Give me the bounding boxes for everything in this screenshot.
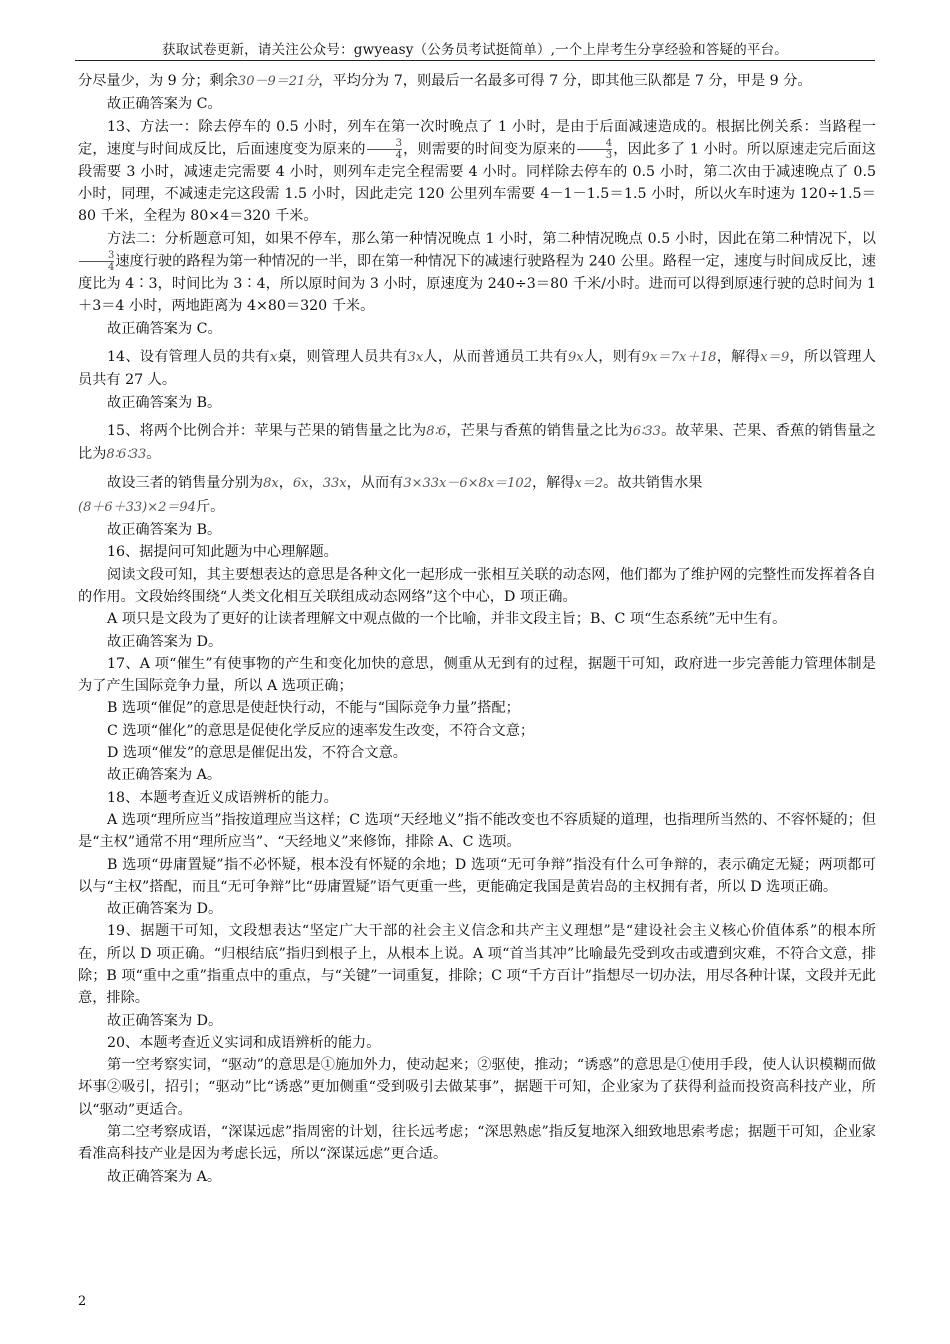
answer-line: 故正确答案为 A。 <box>107 1168 222 1185</box>
question-14: 14、设有管理人员的共有x桌，则管理人员共有3x人，从而普通员工共有9x人，则有9x＝7x＋18，解得x＝9，所以管理人员共有 27 人。 <box>78 348 876 389</box>
question-19: 19、据题干可知，文段想表达“坚定广大干部的社会主义信念和共产主义理想”是“建设社会主义核心价值体系”的根本所在，所以 D 项正确。“归根结底”指归到根子上，从根本上说。A 项“首当其冲”比喻最先受到攻击或遭到灾难，不符合文意，排除；B 项“重中之重”指重点中的重点，与“关键”一词重复，排除；C 项“千方百计”指想尽一切办法，用尽各种计谋，文段并无此意，排除。 <box>78 923 876 1007</box>
answer-line: 故正确答案为 D。 <box>107 1012 223 1029</box>
paragraph: 故设三者的销售量分别为8x，6x，33x，从而有3×33x－6×8x＝102，解得x＝2。故共销售水果 (8＋6＋33)×2＝94斤。 <box>78 475 703 515</box>
paragraph: D 选项“催发”的意思是催促出发，不符合文意。 <box>107 745 407 762</box>
question-13: 13、方法一：除去停车的 0.5 小时，列车在第一次时晚点了 1 小时，是由于后面减速造成的。根据比例关系：当路程一定，速度与时间成反比，后面速度变为原来的 $\frac{3}{4}$ ，则需要的时间变为原来的 $\frac{4}{3}$ ，因此多了 1 小时。所以原速走完后面这段需要 3 小时，减速走完需要 4 小时，则列车走完全程需要 4 小时。同样除去停车的 0.5 小时，第二次由于减速晚点了 0.5 小时，同理，不减速走完这段需 1.5 小时，因此走完 120 公里列车需要 4－1－1.5＝1.5 小时，所以火车时速为 120÷1.5＝80 千米，全程为 80×4＝320 千米。 <box>78 118 876 225</box>
paragraph: A 选项“理所应当”指按道理应当这样；C 选项“天经地义”指不能改变也不容质疑的道理，也指理所当然的、不容怀疑的；但是“主权”通常不用“理所应当”、“天经地义”来修饰，排除 A、C 选项。 <box>78 811 876 851</box>
page-header: 获取试卷更新，请关注公众号：gwyeasy（公务员考试挺简单）,一个上岸考生分享经验和答疑的平台。 <box>161 42 788 58</box>
question-15: 15、将两个比例合并：苹果与芒果的销售量之比为8∶6，芒果与香蕉的销售量之比为6∶33。故苹果、芒果、香蕉的销售量之比为8∶6∶33。 <box>78 422 876 463</box>
paragraph: 第一空考察实词，“驱动”的意思是①施加外力，使动起来；②驱使，推动；“诱惑”的意思是①使用手段，使人认识模糊而做坏事②吸引，招引；“驱动”比“诱惑”更加侧重“受到吸引去做某事”，据题干可知，企业家为了获得利益而投资高科技产业，所以“驱动”更适合。 <box>78 1057 876 1118</box>
math-expression: 30－9＝21分 <box>237 74 319 89</box>
paragraph: C 选项“催化”的意思是促使化学反应的速率发生改变，不符合文意； <box>107 722 535 739</box>
fraction: $\frac{3}{4}$ <box>367 138 402 161</box>
answer-line: 故正确答案为 D。 <box>107 901 223 918</box>
paragraph: 阅读文段可知，其主要想表达的意思是各种文化一起形成一张相互关联的动态网，他们都为了维护网的完整性而发挥着各自的作用。文段始终围绕“人类文化相互关联组成动态网络”这个中心，D 项正确。 <box>78 566 876 605</box>
question-17: 17、A 项“催生”有使事物的产生和变化加快的意思，侧重从无到有的过程，据题干可知，政府进一步完善能力管理体制是为了产生国际竞争力量，所以 A 选项正确； <box>78 655 876 695</box>
question-20: 20、本题考查近义实词和成语辨析的能力。 <box>107 1034 381 1051</box>
fraction: $\frac{3}{4}$ <box>79 250 114 273</box>
paragraph: 分尽量少，为 9 分；剩余30－9＝21分，平均分为 7，则最后一名最多可得 7 分，即其他三队都是 7 分，甲是 9 分。 <box>78 73 812 89</box>
answer-line: 故正确答案为 C。 <box>107 96 222 113</box>
document-body <box>78 70 876 1188</box>
paragraph: B 选项“催促”的意思是使赶快行动，不能与“国际竞争力量”搭配； <box>107 700 520 717</box>
fraction: $\frac{4}{3}$ <box>577 138 612 161</box>
answer-line: 故正确答案为 B。 <box>107 394 222 411</box>
paragraph: B 选项“毋庸置疑”指不必怀疑，根本没有怀疑的余地；D 选项“无可争辩”指没有什么可争辩的，表示确定无疑；两项都可以与“主权”搭配，而且“无可争辩”比“毋庸置疑”语气更重一些，更能确定我国是黄岩岛的主权拥有者，所以 D 选项正确。 <box>78 856 876 895</box>
paragraph: A 项只是文段为了更好的让读者理解文中观点做的一个比喻，并非文段主旨；B、C 项“生态系统”无中生有。 <box>107 611 787 628</box>
question-18: 18、本题考查近义成语辨析的能力。 <box>107 789 338 806</box>
header-rule <box>75 60 875 61</box>
answer-line: 故正确答案为 D。 <box>107 633 223 650</box>
answer-line: 故正确答案为 B。 <box>107 522 222 539</box>
answer-line: 故正确答案为 A。 <box>107 767 222 784</box>
answer-line: 故正确答案为 C。 <box>107 320 222 337</box>
paragraph: 方法二：分析题意可知，如果不停车，那么第一种情况晚点 1 小时，第二种情况晚点 0.5 小时，因此在第二种情况下，以 $\frac{3}{4}$ 速度行驶的路程为第一种情况的一半，即在第一种情况下的减速行驶路程为 240 公里。路程一定，速度与时间成反比，速度比为 4∶3，时间比为 3∶4，所以原时间为 3 小时，原速度为 240÷3＝80 千米/小时。进而可以得到原速行驶的总时间为 1＋3＝4 小时，两地距离为 4×80＝320 千米。 <box>78 230 876 315</box>
question-16: 16、据提问可知此题为中心理解题。 <box>107 544 338 561</box>
page-number: 2 <box>78 1294 87 1309</box>
paragraph: 第二空考察成语，“深谋远虑”指周密的计划，往长远考虑；“深思熟虑”指反复地深入细致地思索考虑；据题干可知，企业家看准高科技产业是因为考虑长远，所以“深谋远虑”更合适。 <box>78 1124 876 1163</box>
